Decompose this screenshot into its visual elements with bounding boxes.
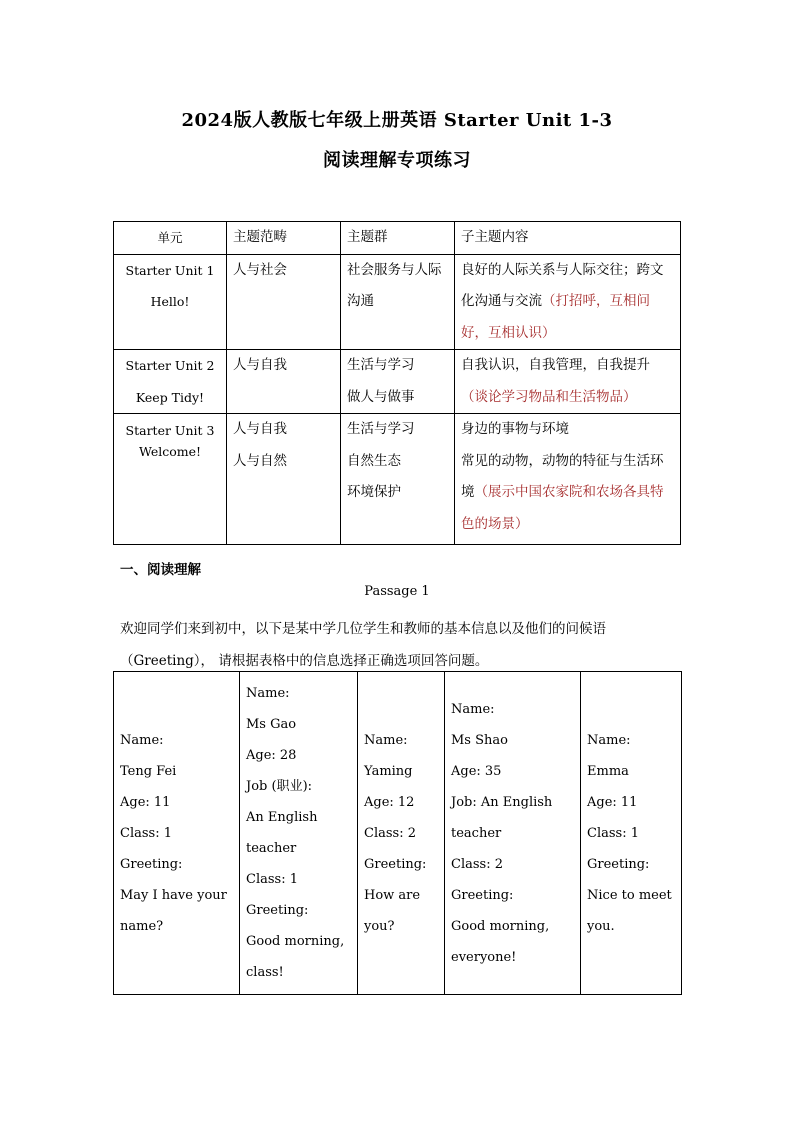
person-cell [445,672,581,995]
person-info-line: Job: An English [451,794,553,810]
person-info-line: Greeting: [120,856,183,872]
person-info-line: you? [364,918,395,934]
group-text: 生活与学习 [347,357,415,373]
category-cell [227,414,341,545]
person-info-line: Greeting: [587,856,650,872]
person-info-line: Name: [120,732,164,748]
unit-cell [114,254,227,350]
group-text: 沟通 [347,293,374,309]
person-info-line: Teng Fei [120,763,177,779]
header-group: 主题群 [341,222,455,255]
content-highlight: （打招呼，互相问好，互相认识） [461,293,650,341]
person-info-line: Name: [587,732,631,748]
person-info-line: Age: 11 [120,794,171,810]
person-info-line: Name: [451,701,495,717]
person-info-line: Greeting: [451,887,514,903]
person-info-line: An English [246,810,318,825]
content-text: 身边的事物与环境 [461,421,569,437]
unit-subtitle: Welcome! [138,444,202,459]
content-text: 常见的动物，动物的特征与生活环境 [461,452,664,500]
category-text: 人与自然 [233,452,287,469]
category-cell [227,254,341,350]
content-text: 良好的人际关系与人际交往；跨文化沟通与交流 [461,261,664,309]
person-info-line: teacher [451,825,502,841]
person-info-line: Name: [364,732,408,748]
group-cell [341,414,455,545]
table-row [114,414,681,545]
header-category: 主题范畴 [227,222,341,255]
person-info-line: Greeting: [246,903,309,918]
group-text: 做人与做事 [347,388,415,405]
person-info-line: Class: 1 [120,825,172,841]
person-info-line: Good morning, [451,918,550,934]
person-info-line: Age: 28 [246,748,297,763]
person-info-line: Age: 11 [587,794,638,810]
person-info-line: Name: [246,686,290,701]
unit-name: Starter Unit 2 [125,358,215,373]
unit-name: Starter Unit 3 [125,423,215,438]
unit-subtitle: Keep Tidy! [135,389,205,405]
person-info-line: name? [120,918,164,934]
person-info-line: Age: 12 [364,794,415,810]
person-info-line: everyone! [451,949,517,965]
group-text: 社会服务与人际 [347,261,442,278]
person-info-line: you. [587,918,615,934]
person-info-line: May I have your [120,887,227,903]
unit-cell [114,350,227,414]
person-cell [114,672,240,995]
section-heading: 一、阅读理解 [120,562,201,578]
content-highlight: （展示中国农家院和农场各具特色的场景） [461,484,664,532]
unit-theme-table [113,221,681,545]
content-cell [455,414,681,545]
unit-name: Starter Unit 1 [125,262,215,278]
person-info-line: How are [364,887,421,903]
person-info-line: Nice to meet [587,887,672,903]
header-content: 子主题内容 [455,222,681,255]
person-info-line: Emma [587,763,629,779]
table-row [114,672,682,995]
unit-subtitle: Hello! [150,294,190,309]
unit-cell [114,414,227,545]
table-row [114,254,681,350]
content-cell [455,350,681,414]
table-row [114,350,681,414]
person-cell [581,672,682,995]
person-cell [358,672,445,995]
header-unit: 单元 [114,222,227,255]
passage-title: Passage 1 [364,584,430,599]
person-info-line: Class: 2 [451,856,503,872]
person-info-line: Age: 35 [451,763,502,779]
category-text: 人与社会 [233,261,287,278]
person-cell [240,672,358,995]
person-info-line: Greeting: [364,856,427,872]
people-info-table [113,671,682,995]
person-info-line: class! [246,965,284,980]
table-header-row [114,222,681,255]
category-cell [227,350,341,414]
person-info-line: Class: 2 [364,825,416,841]
category-text: 人与自我 [233,357,287,373]
content-highlight: （谈论学习物品和生活物品） [461,388,637,405]
document-title-line2: 阅读理解专项练习 [323,150,471,171]
person-info-line: teacher [246,841,297,856]
category-text: 人与自我 [233,421,287,437]
person-info-line: Class: 1 [587,825,639,841]
document-title-line1: 2024版人教版七年级上册英语 Starter Unit 1-3 [181,110,613,131]
group-text: 环境保护 [347,484,401,500]
person-info-line: Job (职业): [246,779,313,794]
person-info-line: Ms Gao [246,717,297,732]
passage-intro: 欢迎同学们来到初中，以下是某中学几位学生和教师的基本信息以及他们的问候语（Greeting）， 请根据表格中的信息选择正确选项回答问题。 [120,621,606,669]
person-info-line: Ms Shao [451,732,508,748]
content-text: 自我认识，自我管理，自我提升 [461,357,650,373]
person-info-line: Good morning, [246,934,345,949]
person-info-line: Yaming [364,763,413,779]
group-cell [341,350,455,414]
group-cell [341,254,455,350]
group-text: 生活与学习 [347,421,415,437]
group-text: 自然生态 [347,452,401,469]
person-info-line: Class: 1 [246,872,298,887]
content-cell [455,254,681,350]
